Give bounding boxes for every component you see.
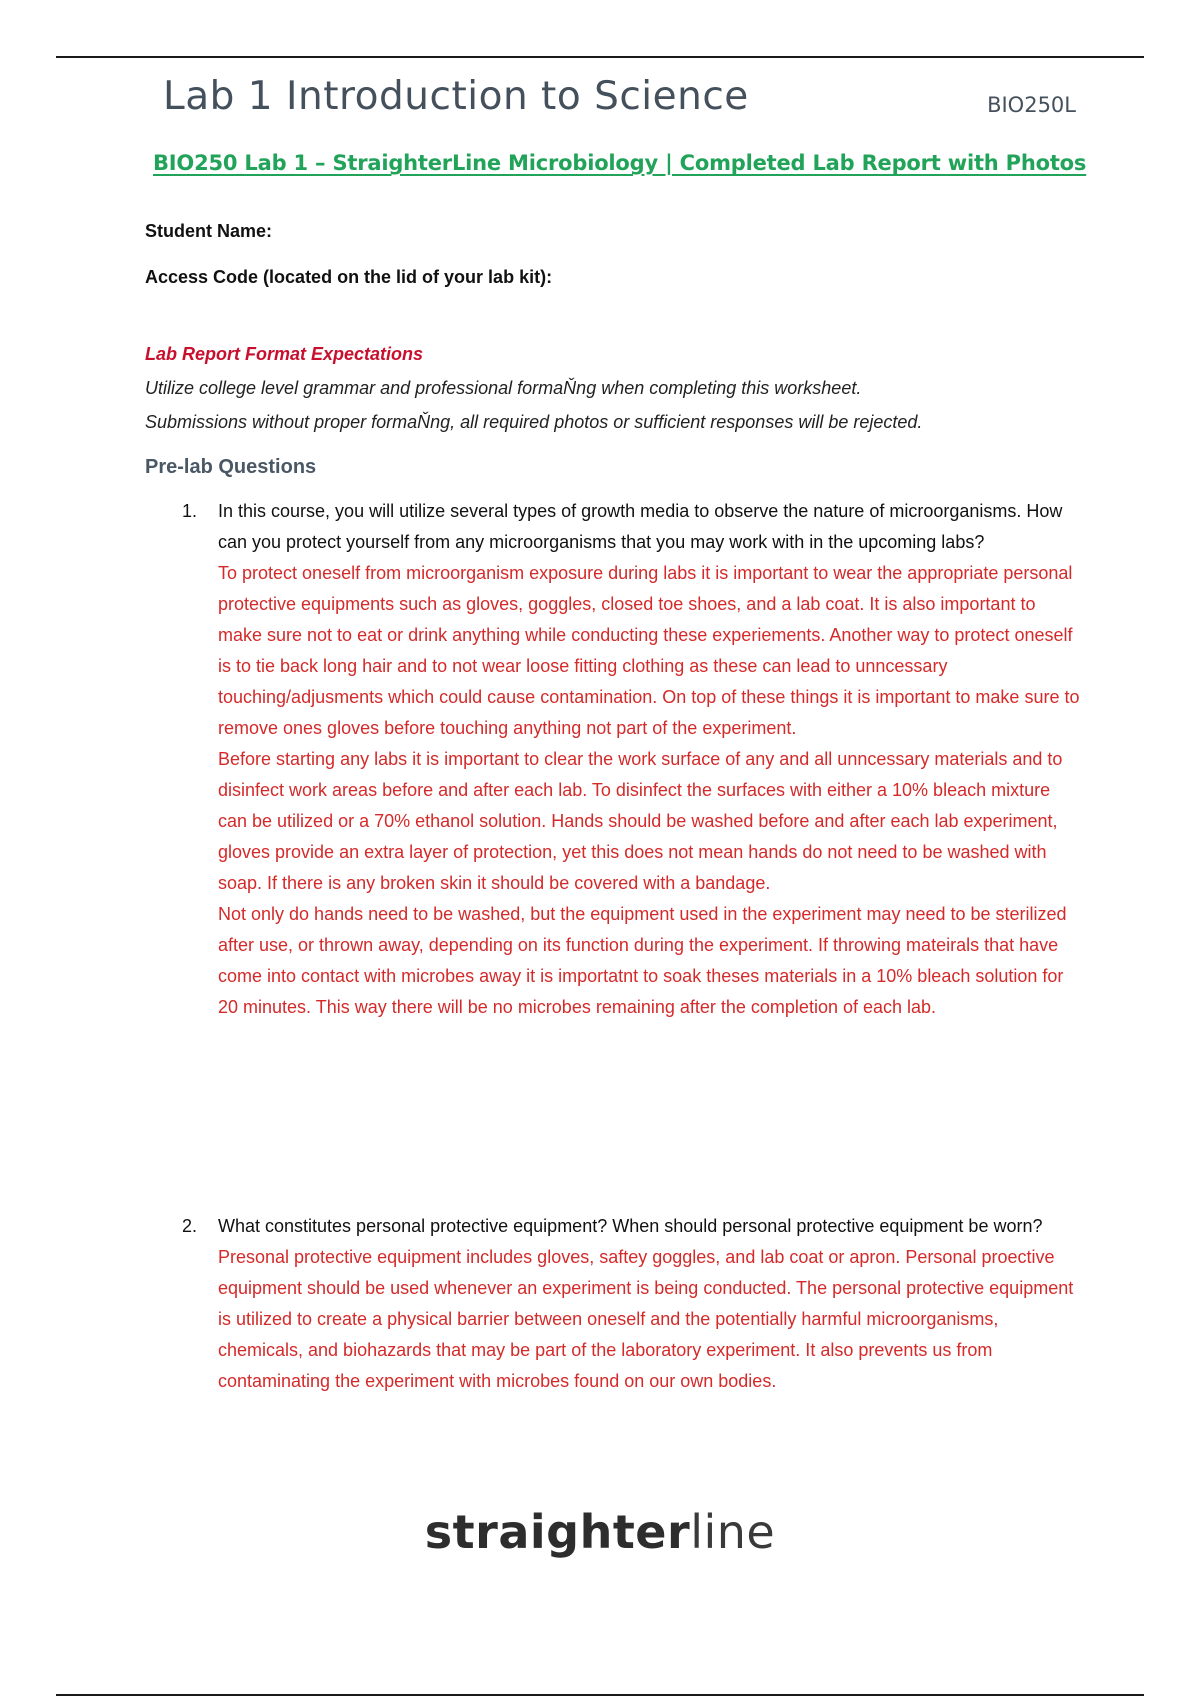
course-code: BIO250L [987,93,1076,117]
answer-paragraph: Presonal protective equipment includes gloves, saftey goggles, and lab coat or apron. Personal proective equipment should be used whenever an experiment is being conducted. The personal protective equipment is utilized to create a physical barrier between oneself and the potentially harmful microorganisms, chemicals, and biohazards that may be part of the laboratory experiment. It also prevents us from contaminating the experiment with microbes found on our own bodies. [218,1247,1074,1391]
page-title: Lab 1 Introduction to Science [163,74,749,119]
question-text: What constitutes personal protective equipment? When should personal protective equipment be worn? [218,1216,1043,1236]
logo-wordmark-bold: straighter [424,1505,691,1559]
format-expectations-heading: Lab Report Format Expectations [145,344,424,364]
student-name-label: Student Name: [145,221,273,241]
document-title-link[interactable]: BIO250 Lab 1 – StraighterLine Microbiology | Completed Lab Report with Photos [153,151,1087,175]
format-expectation-line: Submissions without proper formaŇng, all required photos or sufficient responses will be rejected. [145,412,923,432]
straighterline-logo [0,1505,1200,1559]
answer-paragraph: To protect oneself from microorganism exposure during labs it is important to wear the appropriate personal protective equipments such as gloves, goggles, closed toe shoes, and a lab coat. It is also important to make sure not to eat or drink anything while conducting these experiements. Another way to protect oneself is to tie back long hair and to not wear loose fitting clothing as these can lead to unncessary touching/adjusments which could cause contamination. On top of these things it is important to make sure to remove ones gloves before touching anything not part of the experiment. [218,563,1080,738]
question-2 [182,1211,1082,1397]
answer-paragraph: Before starting any labs it is important to clear the work surface of any and all unncessary materials and to disinfect work areas before and after each lab. To disinfect the surfaces with either a 10% bleach mixture can be utilized or a 70% ethanol solution. Hands should be washed before and after each lab experiment, gloves provide an extra layer of protection, yet this does not mean hands do not need to be washed with soap. If there is any broken skin it should be covered with a bandage. [218,749,1063,893]
question-text: In this course, you will utilize several types of growth media to observe the nature of microorganisms. How can you protect yourself from any microorganisms that you may work with in the upcoming labs? [218,501,1063,552]
question-number: 2. [182,1216,198,1236]
format-expectation-line: Utilize college level grammar and professional formaŇng when completing this worksheet. [145,378,862,398]
top-rule [56,56,1144,58]
question-number: 1. [182,501,198,521]
question-1 [182,496,1082,1023]
prelab-heading: Pre-lab Questions [145,456,317,478]
answer-paragraph: Not only do hands need to be washed, but the equipment used in the experiment may need to be sterilized after use, or thrown away, depending on its function during the experiment. If throwing mateirals that have come into contact with microbes away it is importatnt to soak theses materials in a 10% bleach solution for 20 minutes. This way there will be no microbes remaining after the completion of each lab. [218,904,1067,1017]
access-code-label: Access Code (located on the lid of your lab kit): [145,267,553,287]
logo-wordmark-light: line [690,1505,776,1559]
bottom-rule [56,1694,1144,1696]
